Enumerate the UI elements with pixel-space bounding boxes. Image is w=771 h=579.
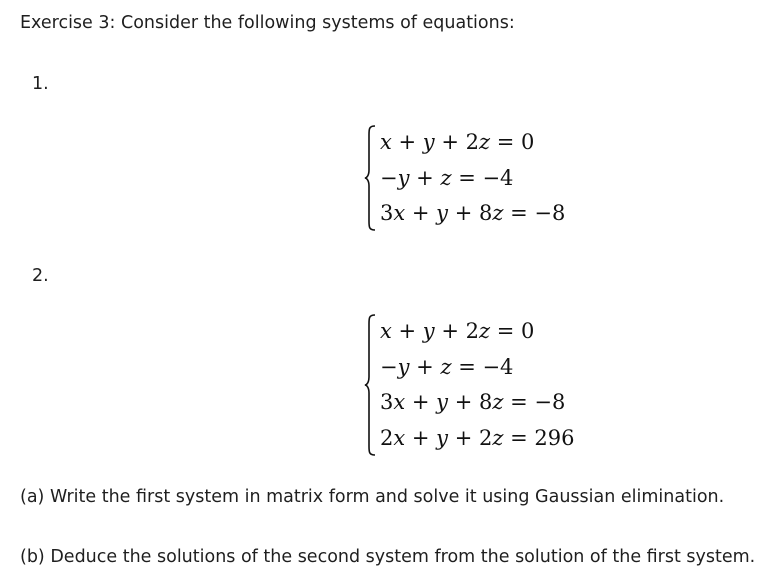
left-brace-icon (364, 314, 376, 456)
equation-system-2 (364, 314, 574, 456)
system-1-equation: x + y + 2z = 0 (380, 130, 535, 154)
question-b: (b) Deduce the solutions of the second system from the solution of the first system. (20, 547, 756, 567)
system-2-equation: 2x + y + 2z = 296 (380, 425, 575, 450)
system-2-equation: x + y + 2z = 0 (380, 319, 535, 343)
question-a: (a) Write the first system in matrix form and solve it using Gaussian elimination. (20, 487, 725, 507)
left-brace-icon (364, 125, 376, 231)
system-1-number: 1. (32, 74, 49, 94)
exercise-title: Exercise 3: Consider the following systems of equations: (20, 13, 515, 33)
system-2-equations (380, 314, 574, 456)
system-2-number: 2. (32, 266, 49, 286)
equation-system-1 (364, 125, 565, 232)
system-1-equation: −y + z = −4 (380, 165, 514, 190)
system-1-equations (380, 125, 565, 232)
system-2-equation: −y + z = −4 (380, 354, 514, 379)
system-1-equation: 3x + y + 8z = −8 (380, 201, 566, 225)
system-2-equation: 3x + y + 8z = −8 (380, 390, 566, 414)
